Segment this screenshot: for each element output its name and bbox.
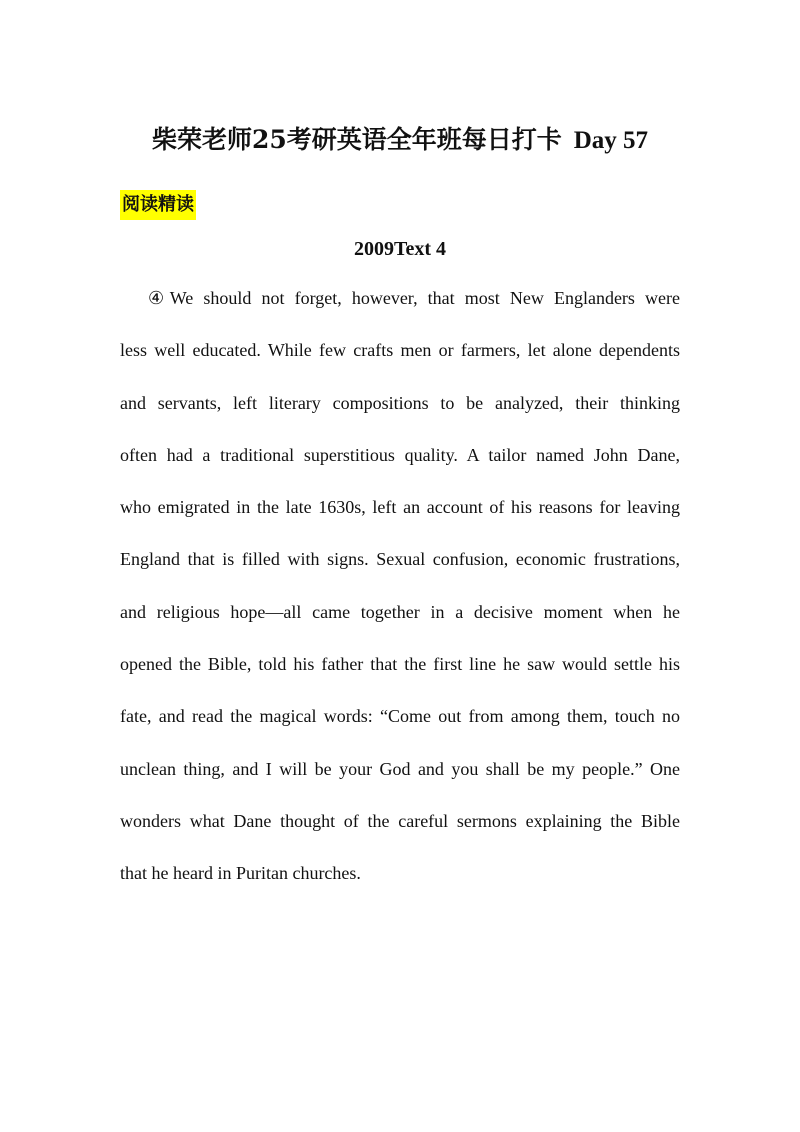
passage-line: unclean thing, and I will be your God and you shall be my people.” One — [120, 758, 680, 779]
passage-line: England that is filled with signs. Sexual confusion, economic frustrations, — [120, 549, 680, 570]
document-title — [0, 122, 800, 159]
passage-line: and servants, left literary compositions to be analyzed, their thinking — [120, 392, 680, 413]
section-label-highlight: 阅读精读 — [120, 190, 196, 220]
passage-line: opened the Bible, told his father that the first line he saw would settle his — [120, 654, 680, 675]
passage-line: less well educated. While few crafts men or farmers, let alone dependents — [120, 340, 680, 361]
text-heading: 2009Text 4 — [353, 238, 447, 260]
passage-line: fate, and read the magical words: “Come out from among them, touch no — [120, 706, 680, 727]
passage-line: ④We should not forget, however, that most New Englanders were — [148, 288, 680, 308]
document-title-day: Day 57 — [573, 127, 649, 154]
passage-paragraph — [120, 280, 680, 908]
document-title-text: 柴荣老师25考研英语全年班每日打卡 — [151, 125, 562, 154]
passage-line: who emigrated in the late 1630s, left an account of his reasons for leaving — [120, 497, 680, 518]
passage-line: wonders what Dane thought of the careful sermons explaining the Bible — [120, 810, 680, 831]
passage-line: often had a traditional superstitious quality. A tailor named John Dane, — [120, 444, 680, 465]
passage-line: that he heard in Puritan churches. — [120, 863, 361, 884]
passage-line: and religious hope—all came together in a decisive moment when he — [120, 601, 680, 622]
